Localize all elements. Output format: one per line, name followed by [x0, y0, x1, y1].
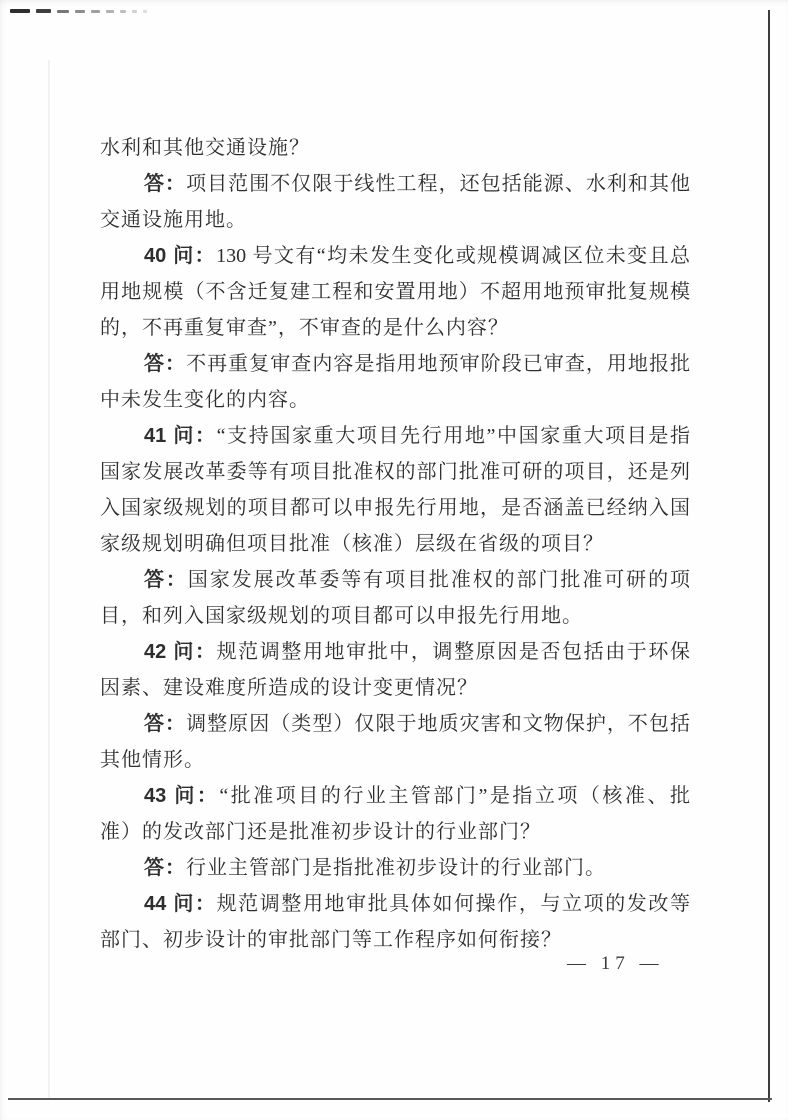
page-number: — 17 —: [567, 953, 664, 974]
line-prefix: 43 问：: [144, 785, 220, 807]
document-text-block: [100, 130, 690, 958]
text-line: 家级规划明确但项目批准（核准）层级在省级的项目？: [100, 533, 604, 555]
line-prefix: 答：: [144, 569, 188, 591]
smudge-dash: [143, 10, 147, 13]
text-line: 其他情形。: [100, 749, 205, 771]
smudge-dash: [10, 9, 30, 13]
text-line: 目，和列入国家级规划的项目都可以申报先行用地。: [100, 605, 583, 627]
page-border-right: [768, 10, 770, 1102]
text-line: 的，不再重复审查”，不审查的是什么内容？: [100, 317, 509, 339]
text-line: 42 问：规范调整用地审批中，调整原因是否包括由于环保: [144, 641, 690, 663]
text-line: 44 问：规范调整用地审批具体如何操作，与立项的发改等: [144, 893, 690, 915]
line-prefix: 42 问：: [144, 641, 217, 663]
smudge-dash: [106, 10, 114, 13]
smudge-dash: [75, 10, 85, 13]
smudge-dash: [36, 9, 51, 13]
text-line: 准）的发改部门还是批准初步设计的行业部门？: [100, 821, 541, 843]
text-line: 答：不再重复审查内容是指用地预审阶段已审查，用地报批: [144, 353, 691, 375]
text-line: 交通设施用地。: [100, 209, 247, 231]
line-prefix: 40 问：: [144, 245, 217, 267]
text-line: 43 问：“批准项目的行业主管部门”是指立项（核准、批: [144, 785, 690, 807]
text-line: 41 问：“支持国家重大项目先行用地”中国家重大项目是指: [144, 425, 690, 447]
text-line: 答：行业主管部门是指批准初步设计的行业部门。: [144, 857, 606, 879]
text-line: 水利和其他交通设施？: [100, 137, 310, 159]
text-line: 因素、建设难度所造成的设计变更情况？: [100, 677, 478, 699]
text-line: 用地规模（不含迁复建工程和安置用地）不超用地预审批复规模: [100, 281, 690, 303]
text-line: 部门、初步设计的审批部门等工作程序如何衔接？: [100, 929, 562, 951]
line-prefix: 答：: [144, 173, 187, 195]
text-line: 答：国家发展改革委等有项目批准权的部门批准可研的项: [144, 569, 691, 591]
page-border-bottom: [8, 1098, 772, 1100]
scan-smudge-marks: [10, 9, 147, 13]
line-prefix: 答：: [144, 713, 187, 735]
smudge-dash: [132, 10, 137, 13]
line-prefix: 答：: [144, 353, 187, 375]
line-prefix: 44 问：: [144, 893, 217, 915]
line-prefix: 41 问：: [144, 425, 217, 447]
text-line: 国家发展改革委等有项目批准权的部门批准可研的项目，还是列: [100, 461, 690, 483]
smudge-dash: [120, 10, 126, 13]
text-line: 入国家级规划的项目都可以申报先行用地，是否涵盖已经纳入国: [100, 497, 690, 519]
smudge-dash: [57, 10, 69, 13]
line-prefix: 答：: [144, 857, 186, 879]
text-line: 答：调整原因（类型）仅限于地质灾害和文物保护，不包括: [144, 713, 691, 735]
text-line: 中未发生变化的内容。: [100, 389, 310, 411]
text-line: 答：项目范围不仅限于线性工程，还包括能源、水利和其他: [144, 173, 691, 195]
scan-crease-line: [48, 60, 50, 1100]
smudge-dash: [91, 10, 100, 13]
text-line: 40 问：130 号文有“均未发生变化或规模调减区位未变且总: [144, 245, 690, 267]
